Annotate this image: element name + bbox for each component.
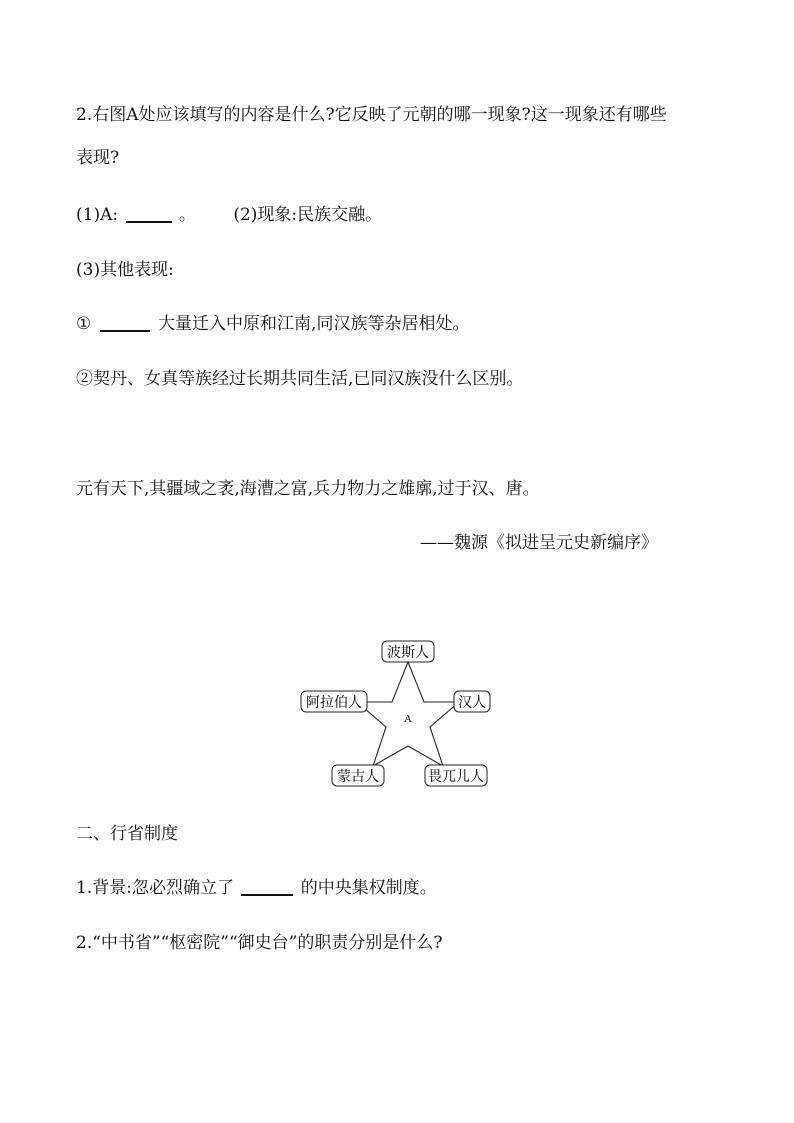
node-right-label: 汉人 <box>458 695 486 711</box>
section2-heading: 二、行省制度 <box>76 824 178 844</box>
q1-blank[interactable] <box>241 878 293 896</box>
quote-source: ——魏源《拟进呈元史新编序》 <box>420 533 658 553</box>
section2-q2: 2.“中书省”“枢密院”“御史台”的职责分别是什么? <box>76 933 443 953</box>
node-top-label: 波斯人 <box>387 645 429 661</box>
other-heading: (3)其他表现: <box>76 260 174 280</box>
node-bottom-right-label: 畏兀儿人 <box>428 769 484 785</box>
section2-q1 <box>76 877 437 899</box>
center-label: A <box>404 713 412 725</box>
node-left <box>301 691 367 712</box>
node-right <box>454 691 490 712</box>
quote-text: 元有天下,其疆域之袤,海漕之富,兵力物力之雄廓,过于汉、唐。 <box>76 479 540 499</box>
ethnic-star-diagram <box>300 638 500 790</box>
q1-suffix: 的中央集权制度。 <box>300 878 437 898</box>
node-bottom-left <box>332 765 384 786</box>
answer-a-suffix: 。 <box>178 205 196 225</box>
answer-a-prefix: (1)A: <box>76 205 119 225</box>
item1-suffix: 大量迁入中原和江南,同汉族等杂居相处。 <box>158 314 470 334</box>
answer-phenomenon: (2)现象:民族交融。 <box>233 205 383 225</box>
other-item-2: ②契丹、女真等族经过长期共同生活,已同汉族没什么区别。 <box>76 369 524 389</box>
node-bottom-left-label: 蒙古人 <box>337 769 379 785</box>
question2-line2: 表现? <box>76 148 120 168</box>
item1-prefix: ① <box>76 314 92 334</box>
answer-a-blank[interactable] <box>126 205 172 223</box>
question2-line1: 2.右图A处应该填写的内容是什么?它反映了元朝的哪一现象?这一现象还有哪些 <box>76 105 667 125</box>
node-top <box>382 641 434 662</box>
node-bottom-right <box>425 765 487 786</box>
other-item-1 <box>76 313 469 335</box>
q1-prefix: 1.背景:忽必烈确立了 <box>76 878 234 898</box>
item1-blank[interactable] <box>100 314 150 332</box>
answer-a-line <box>76 204 382 226</box>
node-left-label: 阿拉伯人 <box>306 695 362 711</box>
